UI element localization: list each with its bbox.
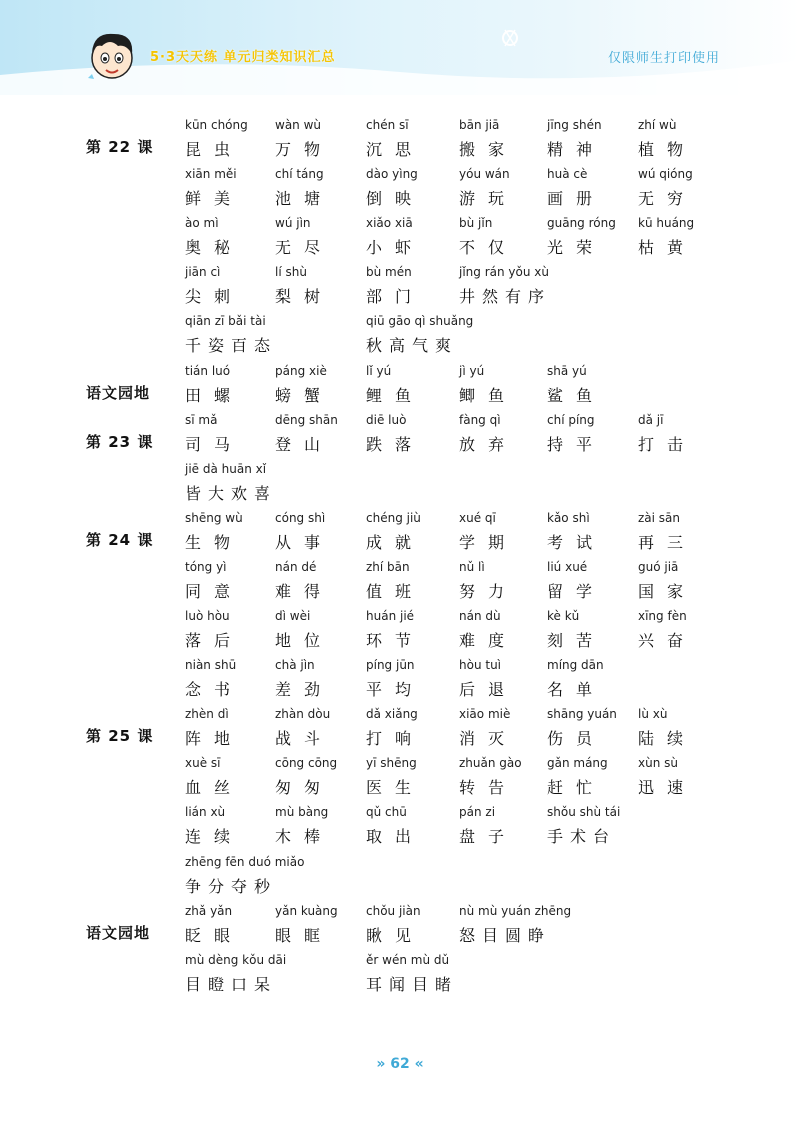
pinyin: ào mì — [185, 216, 219, 231]
chinese-word: 跌落 — [366, 434, 425, 454]
chinese-word: 井然有序 — [459, 287, 552, 307]
pinyin: qiān zī bǎi tài — [185, 314, 266, 329]
pinyin: xīng fèn — [638, 609, 687, 623]
chinese-word: 植物 — [638, 140, 697, 159]
vocab-row — [0, 216, 800, 260]
chinese-word: 耳闻目睹 — [366, 974, 459, 994]
vocab-row — [0, 707, 800, 751]
vocab-item — [185, 364, 243, 406]
chinese-word: 争分夺秒 — [185, 876, 278, 896]
pinyin: shā yú — [547, 363, 587, 378]
chinese-word: 瞅见 — [366, 925, 425, 945]
chinese-word: 地位 — [275, 631, 334, 650]
vocab-item — [638, 707, 696, 749]
chinese-word: 尖刺 — [185, 287, 244, 307]
chinese-word: 兴奋 — [638, 631, 697, 650]
vocab-item — [547, 511, 605, 553]
chinese-word: 鲜美 — [185, 189, 244, 209]
vocab-item — [638, 609, 696, 651]
chinese-word: 环节 — [366, 631, 425, 650]
vocab-item — [185, 167, 243, 209]
chinese-word: 战斗 — [275, 729, 334, 749]
pinyin: luò hòu — [185, 609, 230, 623]
header-usage-note: 仅限师生打印使用 — [607, 51, 720, 66]
chinese-word: 田螺 — [185, 385, 244, 405]
chinese-word: 消灭 — [459, 729, 518, 749]
chinese-word: 倒映 — [366, 189, 425, 209]
chinese-word: 无尽 — [275, 238, 334, 258]
pinyin: chí píng — [547, 412, 595, 427]
pinyin: dēng shān — [275, 412, 338, 427]
pinyin: mù bàng — [275, 805, 329, 820]
pinyin: cōng cōng — [275, 756, 338, 771]
pinyin: nù mù yuán zhēng — [459, 903, 572, 918]
vocab-item — [366, 707, 424, 749]
pinyin: dì wèi — [275, 609, 311, 623]
chinese-word: 皆大欢喜 — [185, 483, 278, 503]
chinese-word: 后退 — [459, 680, 518, 700]
vocab-item — [547, 805, 620, 847]
chinese-word: 再三 — [638, 532, 697, 552]
vocab-item — [547, 216, 616, 258]
pinyin: chǒu jiàn — [366, 903, 421, 918]
vocab-item — [185, 413, 243, 455]
chinese-word: 念书 — [185, 680, 244, 700]
pinyin: diē luò — [366, 412, 407, 427]
chinese-word: 从事 — [275, 532, 334, 552]
pinyin: píng jūn — [366, 658, 415, 673]
pinyin: xué qī — [459, 510, 496, 525]
vocab-item — [459, 756, 522, 798]
vocab-row — [0, 167, 800, 211]
pinyin: shǒu shù tái — [547, 805, 621, 820]
page-number — [372, 1056, 428, 1072]
chinese-word: 盘子 — [459, 827, 518, 847]
pinyin: chén sī — [366, 118, 409, 132]
pinyin: wú qióng — [638, 167, 693, 182]
chinese-word: 奥秘 — [185, 238, 244, 258]
pinyin: bān jiā — [459, 118, 500, 132]
vocab-item — [275, 511, 333, 553]
pinyin: shēng wù — [185, 510, 243, 525]
vocab-item — [638, 560, 696, 602]
vocab-item — [275, 904, 338, 946]
vocab-item — [275, 707, 333, 749]
chinese-word: 鲫鱼 — [459, 385, 518, 405]
chinese-word: 目瞪口呆 — [185, 974, 278, 994]
chinese-word: 千姿百态 — [185, 336, 278, 356]
pinyin: guó jiā — [638, 559, 679, 574]
chinese-word: 名单 — [547, 680, 606, 700]
pinyin: pán zi — [459, 805, 496, 820]
chinese-word: 值班 — [366, 581, 425, 601]
chinese-word: 沉思 — [366, 140, 425, 159]
vocab-item — [366, 216, 424, 258]
mascot-boy-icon — [82, 26, 144, 84]
chinese-word: 生物 — [185, 532, 244, 552]
vocab-row — [0, 118, 800, 162]
pinyin: páng xiè — [275, 363, 327, 378]
pinyin: huán jié — [366, 609, 415, 623]
chinese-word: 转告 — [459, 778, 518, 798]
pinyin: nǔ lì — [459, 559, 485, 574]
vocab-row — [0, 314, 800, 358]
pinyin: guāng róng — [547, 216, 616, 231]
vocab-item — [366, 167, 424, 209]
vocab-row — [0, 462, 800, 506]
pinyin: chà jìn — [275, 658, 315, 673]
chinese-word: 鲨鱼 — [547, 385, 606, 405]
vocab-item — [547, 118, 605, 160]
vocab-item — [366, 805, 424, 847]
vocab-item — [275, 265, 333, 307]
pinyin: tóng yì — [185, 559, 227, 574]
vocab-row — [0, 904, 800, 948]
chinese-word: 游玩 — [459, 189, 518, 209]
vocab-item — [638, 118, 696, 160]
vocab-item — [366, 511, 424, 553]
chinese-word: 国家 — [638, 581, 697, 601]
chinese-word: 伤员 — [547, 729, 606, 749]
pinyin: lián xù — [185, 805, 226, 820]
lesson-label: 第 24 课 — [86, 530, 154, 549]
pinyin: kè kǔ — [547, 609, 580, 623]
pinyin: zhí bān — [366, 559, 410, 574]
chinese-word: 精神 — [547, 140, 606, 159]
vocab-item — [185, 756, 243, 798]
chinese-word: 持平 — [547, 434, 606, 454]
pinyin: jīng shén — [547, 118, 602, 132]
pinyin: hòu tuì — [459, 658, 502, 673]
vocab-item — [185, 904, 243, 946]
pinyin: chí táng — [275, 167, 324, 182]
chinese-word: 同意 — [185, 581, 244, 601]
vocab-item — [185, 118, 248, 160]
chinese-word: 梨树 — [275, 287, 334, 307]
vocab-item — [185, 658, 243, 700]
chinese-word: 眼眶 — [275, 925, 334, 945]
pinyin: mù dèng kǒu dāi — [185, 952, 287, 967]
chinese-word: 不仅 — [459, 238, 518, 258]
chinese-word: 小虾 — [366, 238, 425, 258]
pinyin: shāng yuán — [547, 707, 617, 722]
pinyin: fàng qì — [459, 412, 501, 427]
vocab-row — [0, 756, 800, 800]
vocab-item — [185, 805, 243, 847]
chinese-word: 打击 — [638, 434, 697, 454]
chinese-word: 赶忙 — [547, 778, 606, 798]
vocab-item — [638, 511, 696, 553]
pinyin: kū huáng — [638, 216, 695, 231]
chinese-word: 连续 — [185, 827, 244, 847]
pinyin: kūn chóng — [185, 118, 248, 132]
chinese-word: 池塘 — [275, 189, 334, 209]
vocab-item — [366, 265, 424, 307]
pinyin: niàn shū — [185, 658, 237, 673]
vocab-item — [185, 511, 243, 553]
pinyin: jiē dà huān xǐ — [185, 461, 267, 476]
pinyin: nán dé — [275, 559, 317, 574]
pinyin: liú xué — [547, 559, 588, 574]
vocab-item — [638, 216, 696, 258]
pinyin: míng dān — [547, 658, 604, 673]
vocab-item — [275, 658, 333, 700]
pinyin: lǐ yú — [366, 363, 392, 378]
pinyin: jì yú — [459, 363, 485, 378]
vocab-row — [0, 265, 800, 309]
chinese-word: 无穷 — [638, 189, 697, 209]
vocab-item — [185, 216, 243, 258]
chinese-word: 打响 — [366, 729, 425, 749]
pinyin: wú jìn — [275, 216, 311, 231]
chinese-word: 螃蟹 — [275, 385, 334, 405]
chinese-word: 手术台 — [547, 827, 617, 847]
chinese-word: 差劲 — [275, 680, 334, 700]
vocab-item — [547, 364, 605, 406]
vocab-item — [459, 167, 517, 209]
vocab-row — [0, 413, 800, 457]
vocab-item — [275, 216, 333, 258]
pinyin: bù mén — [366, 265, 412, 280]
vocab-row — [0, 511, 800, 555]
vocab-item — [185, 953, 286, 995]
chinese-word: 成就 — [366, 532, 425, 552]
pinyin: gǎn máng — [547, 756, 608, 771]
chinese-word: 考试 — [547, 532, 606, 552]
vocab-item — [185, 265, 243, 307]
vocab-item — [366, 904, 424, 946]
pinyin: yǎn kuàng — [275, 903, 338, 918]
lesson-label: 第 25 课 — [86, 727, 154, 746]
chinese-word: 木棒 — [275, 827, 334, 847]
lesson-label: 语文园地 — [86, 923, 151, 942]
vocab-item — [638, 413, 696, 455]
vocab-item — [459, 118, 517, 160]
chinese-word: 匆匆 — [275, 778, 334, 798]
pinyin: jiān cì — [185, 265, 221, 280]
vocab-item — [366, 413, 424, 455]
page-number-value: 62 — [390, 1056, 410, 1072]
vocab-item — [185, 560, 243, 602]
pinyin: zhí wù — [638, 118, 677, 132]
chinese-word: 光荣 — [547, 238, 606, 258]
pinyin: qiū gāo qì shuǎng — [366, 314, 474, 329]
pinyin: zhǎ yǎn — [185, 903, 233, 918]
chinese-word: 阵地 — [185, 729, 244, 749]
chinese-word: 昆虫 — [185, 140, 244, 159]
vocab-item — [185, 609, 243, 651]
vocab-item — [366, 560, 424, 602]
vocab-item — [275, 609, 333, 651]
chinese-word: 留学 — [547, 581, 606, 601]
vocab-item — [275, 413, 338, 455]
vocab-item — [366, 118, 424, 160]
chinese-word: 血丝 — [185, 778, 244, 798]
vocab-item — [275, 364, 333, 406]
pinyin: nán dù — [459, 609, 501, 623]
vocab-item — [547, 413, 605, 455]
chinese-word: 平均 — [366, 680, 425, 700]
vocab-item — [459, 707, 517, 749]
vocab-item — [366, 609, 424, 651]
chinese-word: 努力 — [459, 581, 518, 601]
pinyin: chéng jiù — [366, 510, 421, 525]
pinyin: bù jǐn — [459, 216, 493, 231]
chinese-word: 难度 — [459, 631, 518, 650]
pinyin: xùn sù — [638, 756, 678, 771]
vocab-item — [459, 805, 517, 847]
page-arrow-left-icon: » — [376, 1056, 386, 1072]
chinese-word: 登山 — [275, 434, 334, 454]
vocab-item — [638, 167, 696, 209]
chinese-word: 秋高气爽 — [366, 336, 459, 356]
vocab-item — [459, 904, 571, 946]
vocab-item — [459, 265, 551, 307]
pinyin: zhēng fēn duó miǎo — [185, 854, 305, 869]
chinese-word: 画册 — [547, 189, 606, 209]
pinyin: yī shēng — [366, 756, 417, 771]
page-arrow-right-icon: « — [414, 1056, 424, 1072]
chinese-word: 陆续 — [638, 729, 697, 749]
chinese-word: 万物 — [275, 140, 334, 159]
pinyin: ěr wén mù dǔ — [366, 952, 450, 967]
pinyin: zhàn dòu — [275, 707, 331, 722]
chinese-word: 放弃 — [459, 434, 518, 454]
chinese-word: 怒目圆睁 — [459, 925, 552, 945]
vocab-item — [366, 953, 458, 995]
chinese-word: 迅速 — [638, 778, 697, 798]
pinyin: dào yìng — [366, 167, 418, 182]
pinyin: jǐng rán yǒu xù — [459, 265, 549, 280]
vocab-item — [275, 805, 333, 847]
vocab-item — [459, 413, 517, 455]
vocab-item — [459, 216, 517, 258]
vocab-item — [275, 118, 333, 160]
vocab-item — [275, 167, 333, 209]
vocab-row — [0, 560, 800, 604]
pinyin: xuè sī — [185, 756, 221, 771]
chinese-word: 眨眼 — [185, 925, 244, 945]
pinyin: wàn wù — [275, 118, 322, 132]
vocab-item — [547, 167, 605, 209]
vocab-row — [0, 609, 800, 653]
chinese-word: 刻苦 — [547, 631, 606, 650]
vocab-item — [459, 609, 517, 651]
vocab-item — [547, 609, 605, 651]
vocab-item — [366, 364, 424, 406]
vocab-item — [366, 658, 424, 700]
chinese-word: 司马 — [185, 434, 244, 454]
vocab-item — [547, 658, 605, 700]
vocab-item — [459, 364, 517, 406]
pinyin: xiāo miè — [459, 707, 511, 722]
pinyin: zhuǎn gào — [459, 756, 522, 771]
pinyin: tián luó — [185, 363, 231, 378]
chinese-word: 落后 — [185, 631, 244, 650]
pinyin: xiǎo xiā — [366, 216, 413, 231]
lesson-label: 第 23 课 — [86, 432, 154, 451]
lesson-label: 语文园地 — [86, 383, 151, 402]
lesson-label: 第 22 课 — [86, 138, 154, 156]
vocab-item — [547, 756, 608, 798]
chinese-word: 取出 — [366, 827, 425, 847]
pinyin: sī mǎ — [185, 412, 218, 427]
vocab-item — [185, 462, 277, 504]
vocab-item — [185, 855, 304, 897]
pinyin: dǎ xiǎng — [366, 707, 418, 722]
vocab-item — [547, 560, 605, 602]
chinese-word: 枯黄 — [638, 238, 697, 258]
chinese-word: 学期 — [459, 532, 518, 552]
header-title: 5·3天天练 单元归类知识汇总 — [150, 50, 336, 65]
chinese-word: 搬家 — [459, 140, 518, 159]
vocab-item — [185, 314, 277, 356]
pinyin: qǔ chū — [366, 805, 407, 820]
vocab-item — [459, 658, 517, 700]
vocab-row — [0, 953, 800, 997]
pinyin: lù xù — [638, 707, 668, 722]
vocab-item — [459, 560, 517, 602]
chinese-word: 鲤鱼 — [366, 385, 425, 405]
vocab-item — [366, 314, 473, 356]
vocab-row — [0, 855, 800, 899]
vocab-item — [547, 707, 617, 749]
vocab-row — [0, 658, 800, 702]
pinyin: cóng shì — [275, 510, 326, 525]
chinese-word: 医生 — [366, 778, 425, 798]
pinyin: kǎo shì — [547, 510, 590, 525]
pinyin: zhèn dì — [185, 707, 229, 722]
vocab-row — [0, 364, 800, 408]
chinese-word: 部门 — [366, 287, 425, 307]
vocab-item — [459, 511, 517, 553]
vocab-item — [275, 560, 333, 602]
pinyin: xiān měi — [185, 167, 237, 182]
vocab-item — [185, 707, 243, 749]
pinyin: yóu wán — [459, 167, 510, 182]
pinyin: huà cè — [547, 167, 588, 182]
pinyin: zài sān — [638, 510, 681, 525]
vocab-row — [0, 805, 800, 849]
vocab-item — [638, 756, 696, 798]
vocab-item — [275, 756, 337, 798]
chinese-word: 难得 — [275, 581, 334, 601]
pinyin: dǎ jī — [638, 412, 664, 427]
pinyin: lí shù — [275, 265, 307, 280]
vocab-item — [366, 756, 424, 798]
